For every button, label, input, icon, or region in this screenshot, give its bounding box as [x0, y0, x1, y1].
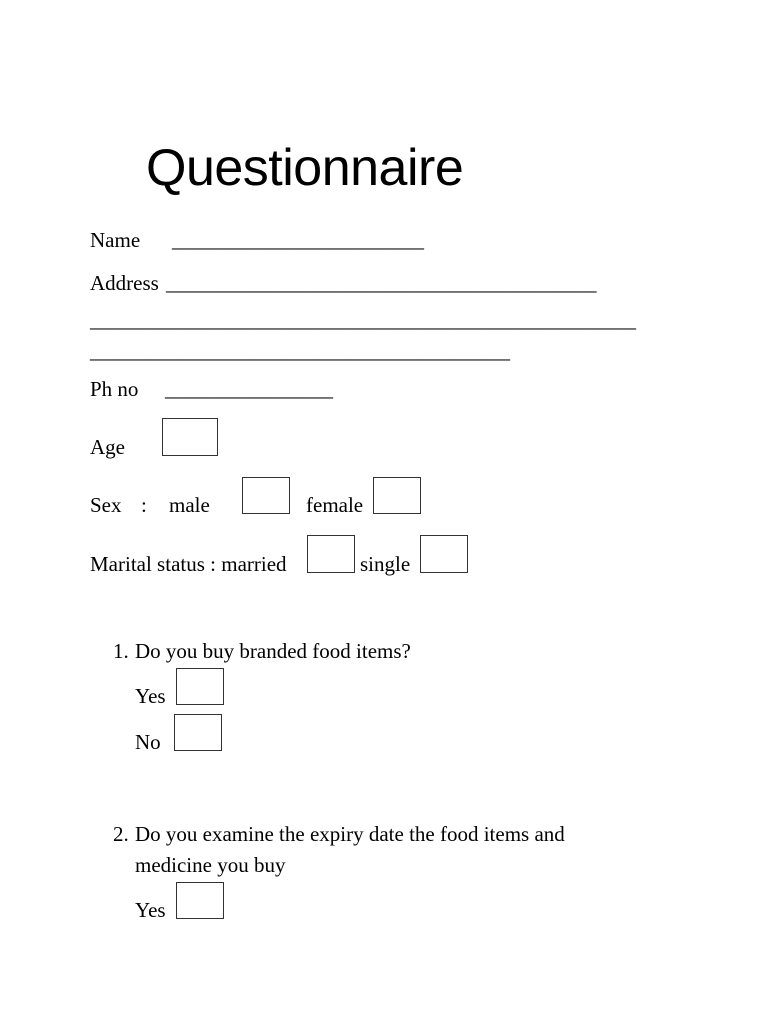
sex-male-checkbox[interactable] [242, 477, 290, 514]
marital-status-label: Marital status : married [90, 552, 287, 576]
phone-field[interactable]: ________________ [165, 377, 333, 401]
age-input-box[interactable] [162, 418, 218, 456]
address-field-line-1[interactable]: _________________________________________ [166, 271, 597, 295]
question-1-no-label: No [135, 730, 161, 754]
sex-female-checkbox[interactable] [373, 477, 421, 514]
question-1-no-checkbox[interactable] [174, 714, 222, 751]
address-label: Address [90, 271, 159, 295]
question-2-yes-label: Yes [135, 898, 166, 922]
sex-label: Sex [90, 493, 122, 517]
address-field-line-2[interactable]: ____________________________________________________ [90, 308, 636, 332]
sex-male-label: male [169, 493, 210, 517]
marital-single-label: single [360, 552, 411, 576]
name-field[interactable]: ________________________ [172, 228, 424, 252]
question-1-text: Do you buy branded food items? [135, 639, 411, 663]
marital-married-checkbox[interactable] [307, 535, 355, 573]
question-1-yes-checkbox[interactable] [176, 668, 224, 705]
page-title: Questionnaire [146, 139, 464, 197]
name-label: Name [90, 228, 141, 252]
address-field-line-3[interactable]: ________________________________________ [90, 339, 510, 363]
question-2-number: 2. [113, 822, 129, 846]
question-2-yes-checkbox[interactable] [176, 882, 224, 919]
age-label: Age [90, 435, 125, 459]
question-2-text-line-2: medicine you buy [135, 853, 286, 877]
question-1-yes-label: Yes [135, 684, 166, 708]
sex-colon: : [141, 493, 147, 517]
sex-female-label: female [306, 493, 364, 517]
phone-label: Ph no [90, 377, 139, 401]
question-1-number: 1. [113, 639, 129, 663]
marital-single-checkbox[interactable] [420, 535, 468, 573]
question-2-text-line-1: Do you examine the expiry date the food items and [135, 822, 565, 846]
